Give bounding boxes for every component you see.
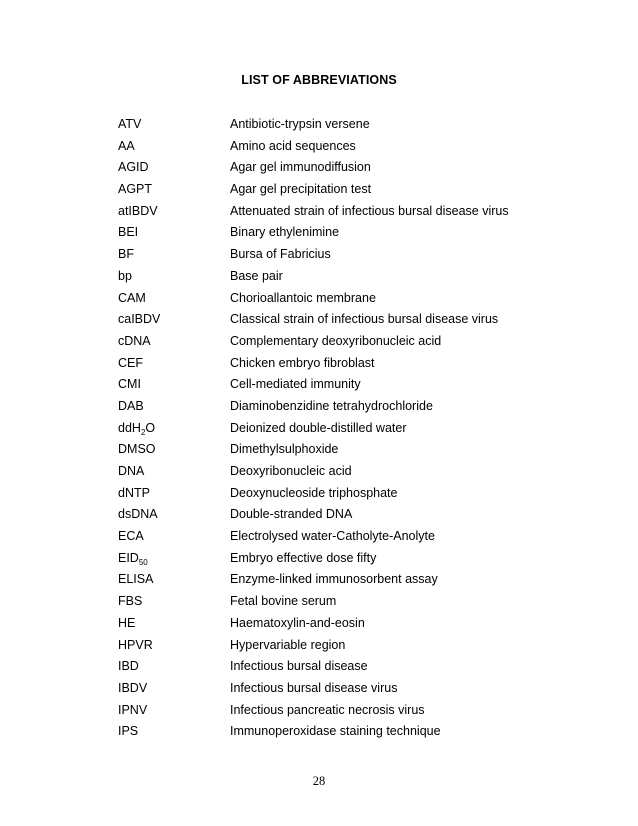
abbreviation-term: IBD	[118, 659, 139, 674]
abbreviation-row	[0, 266, 638, 288]
page-number: 28	[312, 774, 326, 788]
abbreviation-row	[0, 179, 638, 201]
abbreviation-row	[0, 396, 638, 418]
abbreviation-row	[0, 678, 638, 700]
abbreviation-definition: Amino acid sequences	[230, 138, 356, 153]
abbreviation-definition: Immunoperoxidase staining technique	[230, 724, 441, 739]
page-title: LIST OF ABBREVIATIONS	[241, 73, 397, 87]
abbreviation-term: AGID	[118, 160, 149, 175]
abbreviation-definition: Infectious bursal disease virus	[230, 680, 398, 695]
abbreviation-definition: Dimethylsulphoxide	[230, 442, 339, 457]
abbreviation-term: IBDV	[118, 680, 148, 695]
abbreviation-term: ELISA	[118, 572, 154, 587]
abbreviation-row	[0, 136, 638, 158]
abbreviation-term: HPVR	[118, 637, 153, 652]
abbreviation-term-base: ddH	[118, 420, 141, 435]
abbreviation-row	[0, 201, 638, 223]
abbreviation-definition: Chicken embryo fibroblast	[230, 355, 375, 370]
abbreviation-row	[0, 418, 638, 440]
abbreviation-row	[0, 635, 638, 657]
abbreviation-term: AA	[118, 138, 135, 153]
abbreviation-term: BEI	[118, 225, 139, 240]
abbreviation-term: atIBDV	[118, 203, 158, 218]
abbreviation-definition: Attenuated strain of infectious bursal disease virus	[230, 203, 509, 218]
abbreviation-term: CAM	[118, 290, 146, 305]
abbreviation-row	[0, 439, 638, 461]
abbreviation-definition: Embryo effective dose fifty	[230, 550, 377, 565]
abbreviation-row	[0, 244, 638, 266]
abbreviation-definition: Bursa of Fabricius	[230, 247, 331, 262]
abbreviation-definition: Binary ethylenimine	[230, 225, 340, 240]
abbreviation-definition: Base pair	[230, 268, 283, 283]
abbreviation-row	[0, 548, 638, 570]
abbreviation-row	[0, 288, 638, 310]
abbreviation-term: DAB	[118, 398, 144, 413]
abbreviation-term: cDNA	[118, 333, 151, 348]
abbreviation-definition: Electrolysed water-Catholyte-Anolyte	[230, 529, 435, 544]
abbreviation-row	[0, 656, 638, 678]
abbreviation-row	[0, 483, 638, 505]
abbreviation-definition: Complementary deoxyribonucleic acid	[230, 333, 442, 348]
abbreviation-definition: Agar gel precipitation test	[230, 182, 372, 197]
abbreviation-term: dsDNA	[118, 507, 158, 522]
abbreviation-definition: Classical strain of infectious bursal disease virus	[230, 312, 499, 327]
abbreviation-row	[0, 504, 638, 526]
abbreviation-definition: Infectious bursal disease	[230, 659, 368, 674]
abbreviation-definition: Enzyme-linked immunosorbent assay	[230, 572, 438, 587]
abbreviation-term-subscript: 2	[140, 427, 146, 437]
abbreviation-list	[0, 114, 638, 743]
abbreviation-term: DMSO	[118, 442, 156, 457]
abbreviation-row	[0, 331, 638, 353]
abbreviation-term: CMI	[118, 377, 141, 392]
abbreviation-row	[0, 526, 638, 548]
abbreviation-definition: Double-stranded DNA	[230, 507, 353, 522]
abbreviation-term: FBS	[118, 594, 143, 609]
abbreviation-definition: Infectious pancreatic necrosis virus	[230, 702, 425, 717]
abbreviation-term: IPS	[118, 724, 139, 739]
abbreviation-term: dNTP	[118, 485, 150, 500]
abbreviation-row	[0, 309, 638, 331]
abbreviation-term: BF	[118, 247, 134, 262]
abbreviation-definition: Haematoxylin-and-eosin	[230, 615, 365, 630]
abbreviation-term	[118, 418, 155, 441]
abbreviation-row	[0, 353, 638, 375]
abbreviation-row	[0, 374, 638, 396]
abbreviation-definition: Antibiotic-trypsin versene	[230, 117, 370, 131]
abbreviation-definition: Diaminobenzidine tetrahydrochloride	[230, 398, 433, 413]
abbreviation-definition: Deoxynucleoside triphosphate	[230, 485, 398, 500]
abbreviation-term: AGPT	[118, 182, 153, 197]
abbreviation-term: HE	[118, 615, 136, 630]
abbreviation-definition: Deionized double-distilled water	[230, 420, 407, 435]
abbreviation-term: DNA	[118, 464, 145, 478]
abbreviation-term: IPNV	[118, 702, 148, 717]
abbreviation-term	[118, 548, 148, 571]
abbreviation-row	[0, 461, 638, 483]
abbreviation-term: ATV	[118, 117, 142, 131]
abbreviation-definition: Fetal bovine serum	[230, 594, 337, 609]
abbreviation-definition: Agar gel immunodiffusion	[230, 160, 371, 175]
abbreviation-term: bp	[118, 268, 132, 283]
abbreviation-term: CEF	[118, 355, 143, 370]
abbreviation-definition: Chorioallantoic membrane	[230, 290, 376, 305]
abbreviation-row	[0, 591, 638, 613]
abbreviation-term-suffix: O	[145, 420, 156, 435]
abbreviation-row	[0, 157, 638, 179]
abbreviation-term-subscript: 50	[138, 557, 148, 567]
abbreviation-term: caIBDV	[118, 312, 161, 327]
abbreviation-row	[0, 613, 638, 635]
abbreviation-term: ECA	[118, 529, 144, 544]
abbreviation-term-base: EID	[118, 550, 139, 565]
abbreviation-row	[0, 222, 638, 244]
abbreviation-row	[0, 700, 638, 722]
abbreviation-definition: Deoxyribonucleic acid	[230, 464, 352, 478]
abbreviation-definition: Cell-mediated immunity	[230, 377, 361, 392]
abbreviation-row	[0, 569, 638, 591]
abbreviation-definition: Hypervariable region	[230, 637, 346, 652]
abbreviation-row	[0, 114, 638, 136]
abbreviation-row	[0, 721, 638, 743]
